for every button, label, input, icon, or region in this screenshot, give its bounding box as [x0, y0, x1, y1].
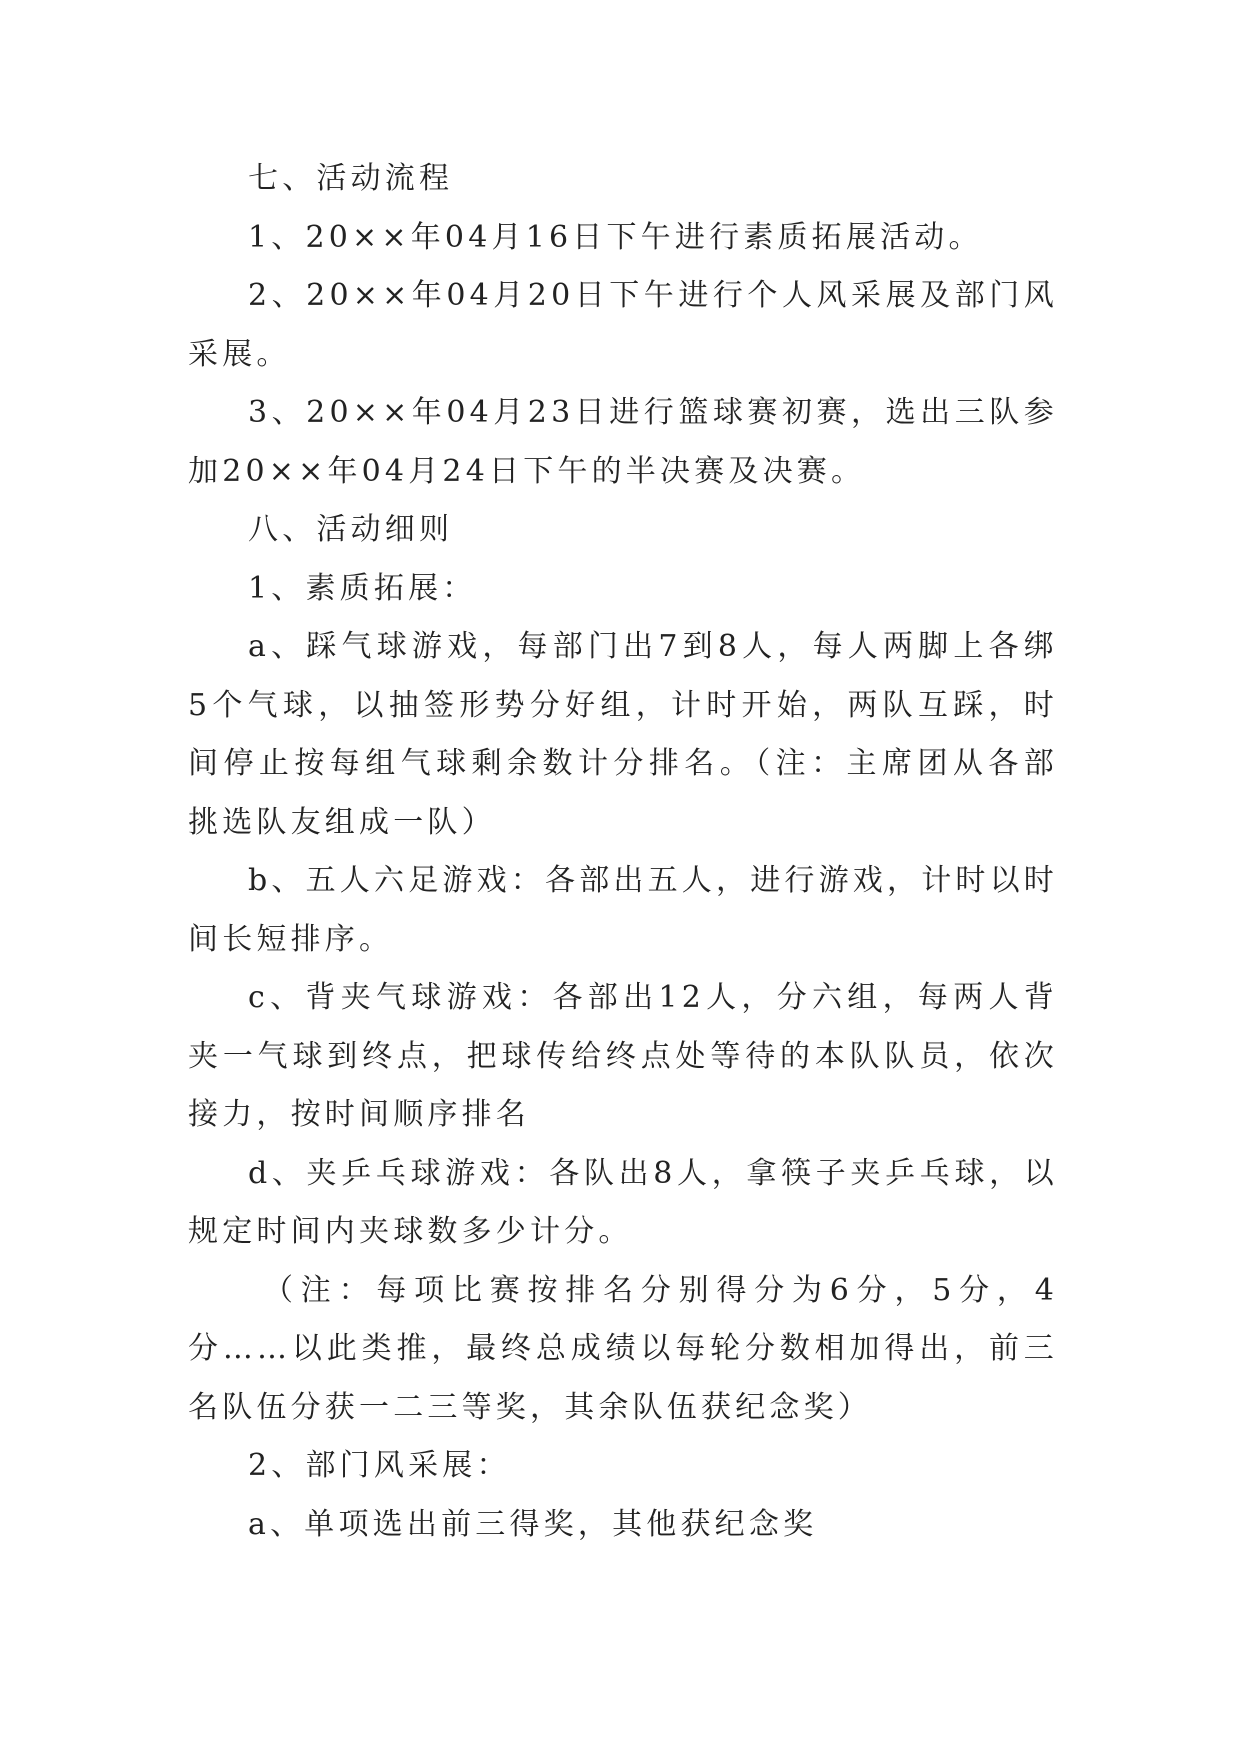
- paragraph-five-people-six-feet: b、五人六足游戏：各部出五人，进行游戏，计时以时间长短排序。: [188, 863, 1059, 957]
- paragraph-schedule-2: 2、20××年04月20日下午进行个人风采展及部门风采展。: [188, 278, 1058, 372]
- document-page: [188, 150, 1058, 1554]
- heading-section-8: 八、活动细则: [248, 512, 454, 547]
- paragraph-ping-pong-chopsticks: d、夹乒乓球游戏：各队出8人，拿筷子夹乒乓球，以规定时间内夹球数多少计分。: [188, 1155, 1058, 1249]
- paragraph-showcase-awards: a、单项选出前三得奖，其他获纪念奖: [248, 1506, 818, 1542]
- paragraph-schedule-3: 3、20××年04月23日进行篮球赛初赛，选出三队参加20××年04月24日下午的半决赛及决赛。: [188, 395, 1058, 489]
- subheading-quality-expansion: 1、素质拓展：: [248, 570, 477, 606]
- paragraph-balloon-stomp: a、踩气球游戏，每部门出7到8人，每人两脚上各绑5个气球，以抽签形势分好组，计时开始，两队互踩，时间停止按每组气球剩余数计分排名。（注：主席团从各部挑选队友组成一队）: [188, 629, 1058, 840]
- paragraph-back-balloon-relay: c、背夹气球游戏：各部出12人，分六组，每两人背夹一气球到终点，把球传给终点处等待的本队队员，依次接力，按时间顺序排名: [188, 980, 1058, 1132]
- paragraph-schedule-1: 1、20××年04月16日下午进行素质拓展活动。: [248, 219, 983, 255]
- subheading-department-showcase: 2、部门风采展：: [248, 1448, 511, 1483]
- paragraph-scoring-note: （注：每项比赛按排名分别得分为6分，5分，4分……以此类推，最终总成绩以每轮分数相加得出，前三名队伍分获一二三等奖，其余队伍获纪念奖）: [188, 1272, 1058, 1425]
- heading-section-7: 七、活动流程: [248, 161, 454, 196]
